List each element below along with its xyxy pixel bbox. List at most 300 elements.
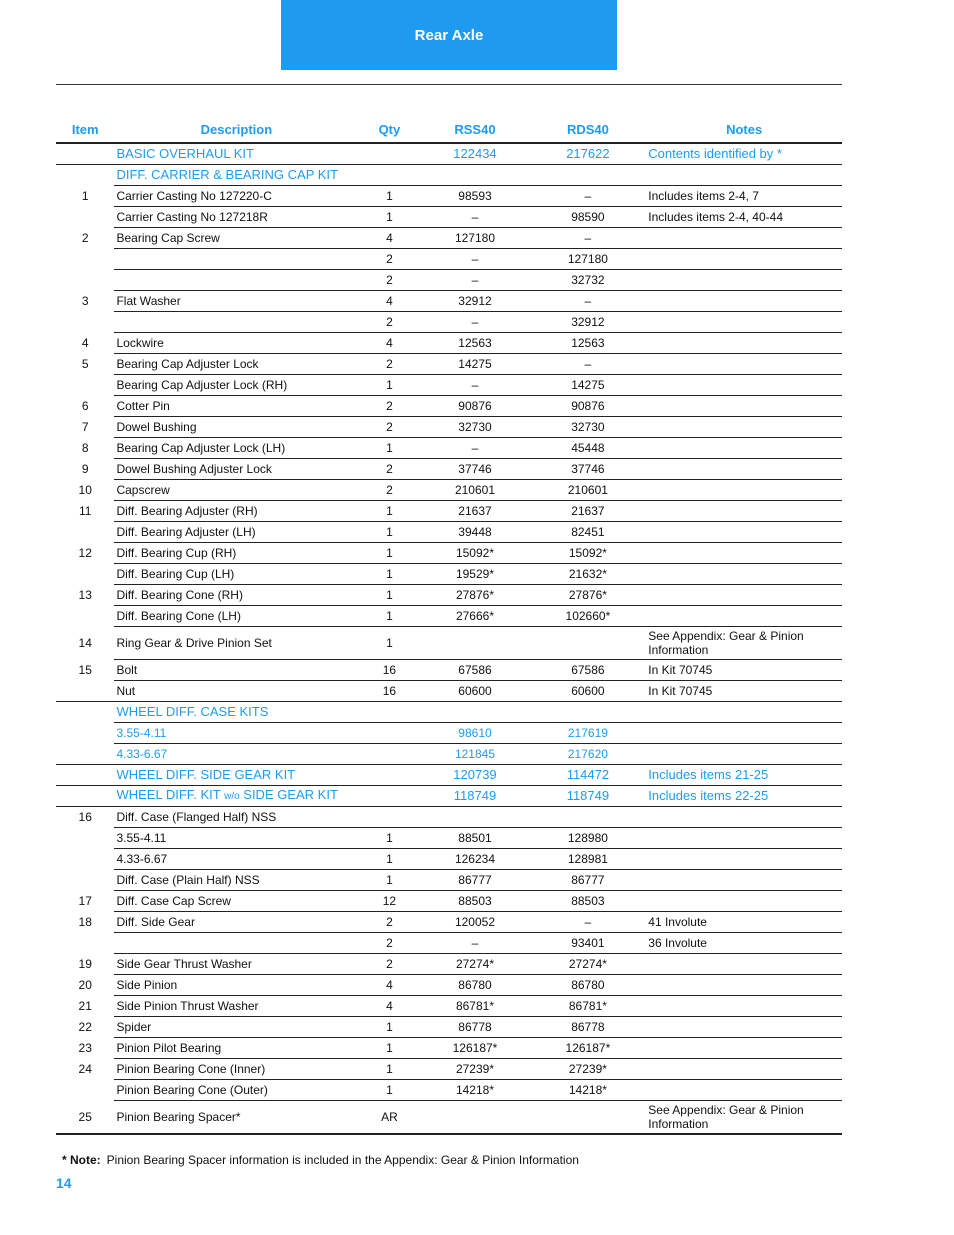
cell-desc: Diff. Bearing Cup (RH) [114, 543, 358, 564]
cell-notes: 41 Involute [646, 912, 842, 933]
cell-desc: Diff. Case (Flanged Half) NSS [114, 807, 358, 828]
cell-qty: 1 [358, 564, 420, 585]
cell-rds: 67586 [530, 660, 647, 681]
cell-item: 24 [78, 1062, 92, 1076]
cell-item: 25 [56, 1101, 114, 1135]
cell-rss: 127180 [420, 228, 529, 249]
cell-qty: 1 [358, 585, 420, 606]
table-row [56, 891, 842, 912]
table-row [56, 396, 842, 417]
cell-desc: Diff. Case Cap Screw [114, 891, 358, 912]
cell-rss: 32912 [420, 291, 529, 312]
cell-rss: 98593 [420, 186, 529, 207]
cell-rss: 126187* [420, 1038, 529, 1059]
cell-qty: 1 [358, 1059, 420, 1080]
table-row [56, 459, 842, 480]
cell-rds: 217622 [530, 143, 647, 165]
cell-rss: 14218* [420, 1080, 529, 1101]
cell-qty: 2 [358, 270, 420, 291]
section-title: Rear Axle [414, 26, 484, 44]
cell-desc: 3.55-4.11 [114, 828, 358, 849]
cell-item: 5 [81, 357, 89, 371]
table-row [56, 438, 842, 459]
cell-item [56, 249, 114, 270]
column-header-rss40: RSS40 [454, 121, 496, 137]
table-row [56, 417, 842, 438]
table-row [56, 501, 842, 522]
cell-qty: 4 [358, 228, 420, 249]
cell-desc: Diff. Bearing Cone (LH) [114, 606, 358, 627]
cell-desc: Cotter Pin [114, 396, 358, 417]
cell-rss: 86781* [420, 996, 529, 1017]
cell-item: 10 [78, 483, 92, 497]
table-row [56, 702, 842, 723]
cell-rds: 32732 [530, 270, 647, 291]
cell-qty [358, 744, 420, 765]
cell-desc: Carrier Casting No 127218R [114, 207, 358, 228]
cell-rds: 21632* [530, 564, 647, 585]
cell-item [56, 606, 114, 627]
cell-rds: 15092* [530, 543, 647, 564]
column-header-item: Item [71, 121, 99, 137]
column-header-notes: Notes [726, 121, 763, 137]
table-row [56, 1017, 842, 1038]
cell-rss [420, 807, 529, 828]
cell-rss: 126234 [420, 849, 529, 870]
cell-rss: 27274* [420, 954, 529, 975]
cell-notes [646, 312, 842, 333]
cell-notes: Includes items 21-25 [646, 765, 842, 786]
cell-qty: 1 [358, 375, 420, 396]
cell-rds: 27876* [530, 585, 647, 606]
column-header-qty: Qty [378, 121, 401, 137]
cell-notes [646, 1017, 842, 1038]
cell-item: 7 [81, 420, 89, 434]
cell-desc [114, 786, 358, 807]
cell-desc [114, 270, 358, 291]
cell-item [56, 744, 114, 765]
cell-item [56, 786, 114, 807]
cell-rds: 210601 [530, 480, 647, 501]
cell-rds [530, 1101, 647, 1135]
cell-rds: – [530, 228, 647, 249]
cell-rss: 86780 [420, 975, 529, 996]
cell-qty: 2 [358, 312, 420, 333]
table-row [56, 933, 842, 954]
cell-notes [646, 396, 842, 417]
cell-item: 22 [78, 1020, 92, 1034]
table-row [56, 1059, 842, 1080]
cell-item: 16 [56, 807, 114, 828]
cell-item: 2 [81, 231, 89, 245]
table-row [56, 143, 842, 165]
cell-item: 11 [79, 504, 92, 518]
cell-rds: 128981 [530, 849, 647, 870]
cell-qty [358, 702, 420, 723]
table-row [56, 228, 842, 249]
cell-desc [114, 933, 358, 954]
cell-rss: 121845 [420, 744, 529, 765]
cell-qty: 1 [358, 543, 420, 564]
cell-notes [646, 333, 842, 354]
table-row [56, 585, 842, 606]
cell-qty: 1 [358, 186, 420, 207]
cell-item [56, 828, 114, 849]
cell-qty [358, 807, 420, 828]
cell-qty: 2 [358, 912, 420, 933]
cell-notes [646, 723, 842, 744]
cell-qty [358, 786, 420, 807]
cell-desc: Bearing Cap Adjuster Lock (RH) [114, 375, 358, 396]
cell-notes: In Kit 70745 [646, 681, 842, 702]
table-row [56, 765, 842, 786]
cell-desc: Capscrew [114, 480, 358, 501]
cell-desc: WHEEL DIFF. SIDE GEAR KIT [114, 765, 358, 786]
cell-notes [646, 975, 842, 996]
cell-rss [420, 627, 529, 660]
column-header-description: Description [200, 121, 273, 137]
table-row [56, 375, 842, 396]
cell-rds: 93401 [530, 933, 647, 954]
cell-desc: 4.33-6.67 [114, 849, 358, 870]
cell-rss: 14275 [420, 354, 529, 375]
cell-rss: 39448 [420, 522, 529, 543]
cell-rds: 98590 [530, 207, 647, 228]
cell-rds: 21637 [530, 501, 647, 522]
cell-qty: AR [358, 1101, 420, 1135]
cell-notes [646, 585, 842, 606]
cell-item [56, 165, 114, 186]
cell-desc: Diff. Side Gear [114, 912, 358, 933]
cell-rss: 88501 [420, 828, 529, 849]
table-row [56, 312, 842, 333]
cell-rss: 32730 [420, 417, 529, 438]
cell-item: 18 [78, 915, 92, 929]
table-row [56, 186, 842, 207]
cell-rds: 27239* [530, 1059, 647, 1080]
table-row [56, 786, 842, 807]
cell-rds [530, 165, 647, 186]
cell-qty: 1 [358, 522, 420, 543]
cell-rss [420, 702, 529, 723]
cell-notes [646, 354, 842, 375]
cell-notes [646, 291, 842, 312]
column-header-rds40: RDS40 [566, 121, 609, 137]
cell-desc: Bolt [114, 660, 358, 681]
cell-rds: – [530, 291, 647, 312]
cell-item [56, 723, 114, 744]
cell-item: 23 [78, 1041, 92, 1055]
cell-rss: 120739 [420, 765, 529, 786]
cell-qty: 2 [358, 354, 420, 375]
cell-desc: Dowel Bushing [114, 417, 358, 438]
cell-desc: Side Gear Thrust Washer [114, 954, 358, 975]
cell-notes [646, 480, 842, 501]
cell-qty: 1 [358, 849, 420, 870]
cell-desc: Ring Gear & Drive Pinion Set [114, 627, 358, 660]
cell-notes [646, 807, 842, 828]
table-row [56, 333, 842, 354]
cell-item [56, 849, 114, 870]
table-row [56, 744, 842, 765]
cell-qty: 1 [358, 501, 420, 522]
table-row [56, 249, 842, 270]
cell-desc: Diff. Bearing Adjuster (LH) [114, 522, 358, 543]
cell-rss: 21637 [420, 501, 529, 522]
cell-rds: 217620 [530, 744, 647, 765]
cell-rss: 210601 [420, 480, 529, 501]
cell-item [56, 270, 114, 291]
footnote-text: Pinion Bearing Spacer information is included in the Appendix: Gear & Pinion Information [106, 1153, 579, 1167]
cell-notes [646, 438, 842, 459]
cell-notes: In Kit 70745 [646, 660, 842, 681]
cell-notes [646, 744, 842, 765]
table-row [56, 627, 842, 660]
cell-item: 15 [78, 663, 92, 677]
cell-notes [646, 165, 842, 186]
cell-notes [646, 606, 842, 627]
cell-item: 9 [81, 462, 89, 476]
cell-qty: 1 [358, 207, 420, 228]
cell-rss: 60600 [420, 681, 529, 702]
cell-rds: 32912 [530, 312, 647, 333]
cell-rss: 27666* [420, 606, 529, 627]
cell-rss: 19529* [420, 564, 529, 585]
cell-qty: 1 [358, 627, 420, 660]
cell-desc [114, 312, 358, 333]
cell-desc: Pinion Pilot Bearing [114, 1038, 358, 1059]
footnote-label: * Note: [62, 1153, 101, 1167]
cell-qty: 2 [358, 396, 420, 417]
cell-desc: Dowel Bushing Adjuster Lock [114, 459, 358, 480]
cell-item [56, 312, 114, 333]
cell-rds: – [530, 186, 647, 207]
cell-rss: – [420, 438, 529, 459]
cell-item [56, 564, 114, 585]
cell-rss: 88503 [420, 891, 529, 912]
cell-item [56, 933, 114, 954]
cell-qty [358, 723, 420, 744]
cell-notes [646, 501, 842, 522]
cell-item: 8 [81, 441, 89, 455]
table-row [56, 291, 842, 312]
cell-notes [646, 870, 842, 891]
table-row [56, 165, 842, 186]
cell-notes: Includes items 2-4, 40-44 [646, 207, 842, 228]
cell-notes [646, 1080, 842, 1101]
cell-rss: 27239* [420, 1059, 529, 1080]
cell-desc: Nut [114, 681, 358, 702]
table-row [56, 912, 842, 933]
cell-qty: 2 [358, 417, 420, 438]
cell-notes [646, 828, 842, 849]
cell-notes [646, 891, 842, 912]
cell-item [56, 702, 114, 723]
cell-rds: 126187* [530, 1038, 647, 1059]
cell-rds: 217619 [530, 723, 647, 744]
cell-desc: Pinion Bearing Spacer* [114, 1101, 358, 1135]
cell-notes [646, 270, 842, 291]
cell-desc: Bearing Cap Adjuster Lock (LH) [114, 438, 358, 459]
cell-notes [646, 417, 842, 438]
table-row [56, 606, 842, 627]
cell-rss: 90876 [420, 396, 529, 417]
table-body [56, 143, 842, 1134]
cell-qty [358, 765, 420, 786]
cell-rds: 86780 [530, 975, 647, 996]
cell-rds: 32730 [530, 417, 647, 438]
cell-desc-part: w/o [224, 791, 240, 802]
cell-item [56, 522, 114, 543]
cell-qty [358, 143, 420, 165]
cell-qty: 1 [358, 1017, 420, 1038]
cell-qty: 4 [358, 996, 420, 1017]
cell-item [56, 765, 114, 786]
table-row [56, 1080, 842, 1101]
cell-rss: 27876* [420, 585, 529, 606]
cell-item: 6 [81, 399, 89, 413]
cell-rss: – [420, 270, 529, 291]
cell-notes [646, 459, 842, 480]
cell-desc: Side Pinion Thrust Washer [114, 996, 358, 1017]
cell-item: 4 [81, 336, 89, 350]
cell-desc: Flat Washer [114, 291, 358, 312]
cell-rss: 86778 [420, 1017, 529, 1038]
cell-rds: 45448 [530, 438, 647, 459]
cell-rds: 86781* [530, 996, 647, 1017]
cell-desc: Diff. Bearing Adjuster (RH) [114, 501, 358, 522]
cell-notes [646, 1059, 842, 1080]
cell-rds: – [530, 354, 647, 375]
cell-rss: 98610 [420, 723, 529, 744]
cell-item: 3 [81, 294, 89, 308]
cell-item: 12 [78, 546, 92, 560]
table-row [56, 975, 842, 996]
cell-item [56, 1080, 114, 1101]
cell-rds: – [530, 912, 647, 933]
table-row [56, 354, 842, 375]
cell-qty: 1 [358, 870, 420, 891]
table-row [56, 828, 842, 849]
table-row [56, 564, 842, 585]
cell-desc: Spider [114, 1017, 358, 1038]
cell-desc: Diff. Case (Plain Half) NSS [114, 870, 358, 891]
cell-notes: See Appendix: Gear & Pinion Information [646, 1101, 842, 1135]
cell-qty: 2 [358, 249, 420, 270]
cell-notes: Includes items 2-4, 7 [646, 186, 842, 207]
cell-desc: 4.33-6.67 [114, 744, 358, 765]
cell-rds: 102660* [530, 606, 647, 627]
cell-rss: – [420, 207, 529, 228]
cell-notes [646, 996, 842, 1017]
cell-item [56, 143, 114, 165]
cell-rds: 14218* [530, 1080, 647, 1101]
cell-notes: Includes items 22-25 [646, 786, 842, 807]
table-row [56, 480, 842, 501]
table-row [56, 954, 842, 975]
page-number: 14 [56, 1175, 72, 1191]
cell-rds: 114472 [530, 765, 647, 786]
table-row [56, 543, 842, 564]
cell-desc: Lockwire [114, 333, 358, 354]
cell-item: 17 [78, 894, 92, 908]
cell-notes [646, 849, 842, 870]
table-row [56, 207, 842, 228]
cell-desc: Side Pinion [114, 975, 358, 996]
parts-table [56, 116, 842, 1135]
cell-rss: 12563 [420, 333, 529, 354]
cell-rss: 67586 [420, 660, 529, 681]
cell-qty: 2 [358, 933, 420, 954]
cell-rss: 15092* [420, 543, 529, 564]
cell-rds [530, 702, 647, 723]
table-row [56, 1101, 842, 1135]
cell-rss: 86777 [420, 870, 529, 891]
cell-rss: 120052 [420, 912, 529, 933]
table-row [56, 723, 842, 744]
cell-desc-part: WHEEL DIFF. KIT [116, 787, 225, 802]
table-row [56, 660, 842, 681]
cell-qty: 1 [358, 1080, 420, 1101]
table-row [56, 807, 842, 828]
cell-rds: 86777 [530, 870, 647, 891]
table-row [56, 270, 842, 291]
cell-item [56, 681, 114, 702]
cell-notes [646, 1038, 842, 1059]
cell-qty: 4 [358, 333, 420, 354]
cell-rss: – [420, 375, 529, 396]
header-divider [56, 84, 842, 85]
cell-qty: 16 [358, 660, 420, 681]
cell-qty: 2 [358, 954, 420, 975]
cell-rds: 90876 [530, 396, 647, 417]
table-header-row [56, 116, 842, 143]
cell-desc: 3.55-4.11 [114, 723, 358, 744]
cell-desc: Carrier Casting No 127220-C [114, 186, 358, 207]
cell-desc: Diff. Bearing Cone (RH) [114, 585, 358, 606]
table-row [56, 522, 842, 543]
cell-item: 14 [78, 636, 92, 650]
cell-desc: WHEEL DIFF. CASE KITS [114, 702, 358, 723]
cell-notes [646, 228, 842, 249]
cell-desc: Bearing Cap Screw [114, 228, 358, 249]
cell-rds: 128980 [530, 828, 647, 849]
cell-rds [530, 807, 647, 828]
cell-item: 21 [78, 999, 92, 1013]
cell-rds: 37746 [530, 459, 647, 480]
cell-qty: 4 [358, 291, 420, 312]
cell-rds: 88503 [530, 891, 647, 912]
cell-notes [646, 564, 842, 585]
cell-rds: 60600 [530, 681, 647, 702]
cell-rss: 37746 [420, 459, 529, 480]
cell-notes: Contents identified by * [646, 143, 842, 165]
cell-qty: 1 [358, 438, 420, 459]
table-row [56, 996, 842, 1017]
cell-qty: 1 [358, 828, 420, 849]
cell-notes [646, 543, 842, 564]
cell-rss: – [420, 933, 529, 954]
cell-desc: BASIC OVERHAUL KIT [114, 143, 358, 165]
table-row [56, 1038, 842, 1059]
cell-rss [420, 1101, 529, 1135]
cell-rds: 27274* [530, 954, 647, 975]
cell-rds: 127180 [530, 249, 647, 270]
cell-item [56, 870, 114, 891]
cell-rds: 118749 [530, 786, 647, 807]
cell-notes [646, 954, 842, 975]
cell-desc-part: SIDE GEAR KIT [239, 787, 338, 802]
